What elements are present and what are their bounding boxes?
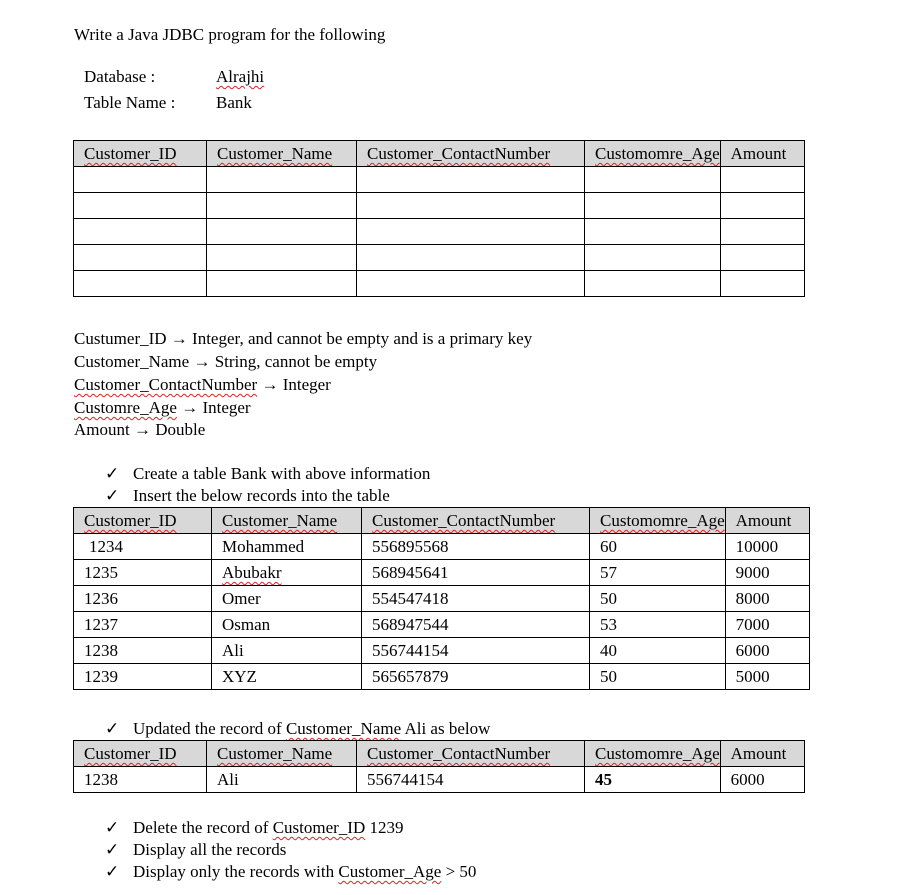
empty-row [74,245,805,271]
column-header: Customomre_Age [600,511,725,530]
field-spec-line [74,398,251,418]
table-name-value: Bank [216,93,252,112]
cell-customer-name: Ali [207,767,357,793]
task-text: Ali as below [401,719,491,738]
field-spec-line [74,375,331,395]
checkmark-icon: ✓ [105,486,120,505]
field-spec-line [74,329,532,349]
column-header: Customer_ID [84,511,177,530]
cell-contact-number: 565657879 [362,664,590,690]
column-header: Customer_Name [217,744,333,763]
field-description: Integer [202,398,251,417]
cell-customer-id: 1237 [74,612,212,638]
cell-amount: 5000 [725,664,809,690]
cell-customer-id: 1236 [74,586,212,612]
checkmark-icon: ✓ [105,719,120,738]
cell-contact-number: 568945641 [362,560,590,586]
cell-amount: 10000 [725,534,809,560]
records-table [73,507,810,690]
task-text: > 50 [441,862,477,881]
task-field: Customer_Age [338,862,442,881]
cell-age: 50 [590,664,726,690]
cell-amount: 8000 [725,586,809,612]
field-name: Customer_Name [74,352,190,371]
empty-row [74,219,805,245]
document-heading: Write a Java JDBC program for the following [74,25,386,44]
field-description: Double [155,420,206,439]
checkmark-icon: ✓ [105,464,120,483]
task-text: Updated the record of [133,719,286,738]
column-header: Amount [730,144,787,163]
task-field: Customer_Name [285,719,402,738]
table-row [74,534,810,560]
table-row [74,767,805,793]
task-item [105,464,430,484]
cell-customer-name: Ali [212,638,362,664]
column-header: Customer_ContactNumber [367,744,551,763]
column-header: Amount [735,511,792,530]
task-text: Insert the below records into the table [133,486,390,505]
task-item [105,486,390,506]
cell-customer-name: Omer [212,586,362,612]
field-description: String, cannot be empty [214,352,378,371]
table-header-row [74,141,805,167]
task-item [105,840,286,860]
schema-table [73,140,805,297]
cell-amount: 9000 [725,560,809,586]
column-header: Customer_ContactNumber [372,511,556,530]
field-name: Customre_Age [74,398,177,417]
task-text: Delete the record of [133,818,273,837]
cell-amount: 7000 [725,612,809,638]
field-name: Custumer_ID [74,329,167,348]
task-text: Display all the records [133,840,287,859]
table-row [74,612,810,638]
cell-age: 45 [585,767,721,793]
table-row [74,586,810,612]
field-name: Customer_ContactNumber [74,375,258,394]
column-header: Amount [730,744,787,763]
cell-age: 50 [590,586,726,612]
column-header: Customer_Name [222,511,338,530]
cell-customer-id: 1235 [74,560,212,586]
table-row [74,664,810,690]
column-header: Customomre_Age [595,144,720,163]
cell-contact-number: 556744154 [362,638,590,664]
field-description: Integer [282,375,331,394]
column-header: Customer_ID [84,744,177,763]
arrow-icon: → [193,352,211,371]
cell-age: 60 [590,534,726,560]
field-name: Amount [74,420,130,439]
cell-customer-name: Abubakr [222,563,282,582]
cell-age: 53 [590,612,726,638]
cell-customer-name: XYZ [212,664,362,690]
field-description: Integer, and cannot be empty and is a primary key [192,329,533,348]
empty-row [74,167,805,193]
arrow-icon: → [181,398,199,417]
empty-row [74,271,805,297]
table-header-row [74,741,805,767]
cell-contact-number: 554547418 [362,586,590,612]
column-header: Customer_Name [217,144,333,163]
table-row [74,638,810,664]
field-spec-line [74,420,205,440]
cell-customer-id: 1234 [74,534,212,560]
table-row [74,560,810,586]
column-header: Customer_ContactNumber [367,144,551,163]
cell-customer-id: 1238 [74,767,207,793]
checkmark-icon: ✓ [105,840,120,859]
field-spec-line [74,352,377,372]
cell-contact-number: 556744154 [357,767,585,793]
task-item [105,818,404,838]
arrow-icon: → [170,329,188,348]
task-item [105,862,476,882]
database-label: Database : [84,67,156,86]
column-header: Customomre_Age [595,744,720,763]
task-text: Create a table Bank with above information [133,464,431,483]
checkmark-icon: ✓ [105,862,120,881]
empty-row [74,193,805,219]
cell-contact-number: 556895568 [362,534,590,560]
task-text: 1239 [365,818,404,837]
cell-customer-id: 1239 [74,664,212,690]
table-name-label: Table Name : [84,93,176,112]
cell-amount: 6000 [725,638,809,664]
task-text: Display only the records with [133,862,339,881]
database-value: Alrajhi [216,67,265,86]
arrow-icon: → [261,375,279,394]
cell-age: 57 [590,560,726,586]
arrow-icon: → [133,420,151,439]
updated-record-table [73,740,805,793]
task-field: Customer_ID [272,818,366,837]
cell-customer-name: Osman [212,612,362,638]
checkmark-icon: ✓ [105,818,120,837]
task-item [105,719,490,739]
cell-customer-name: Mohammed [212,534,362,560]
cell-customer-id: 1238 [74,638,212,664]
cell-age: 40 [590,638,726,664]
table-header-row [74,508,810,534]
cell-contact-number: 568947544 [362,612,590,638]
cell-amount: 6000 [720,767,804,793]
column-header: Customer_ID [84,144,177,163]
